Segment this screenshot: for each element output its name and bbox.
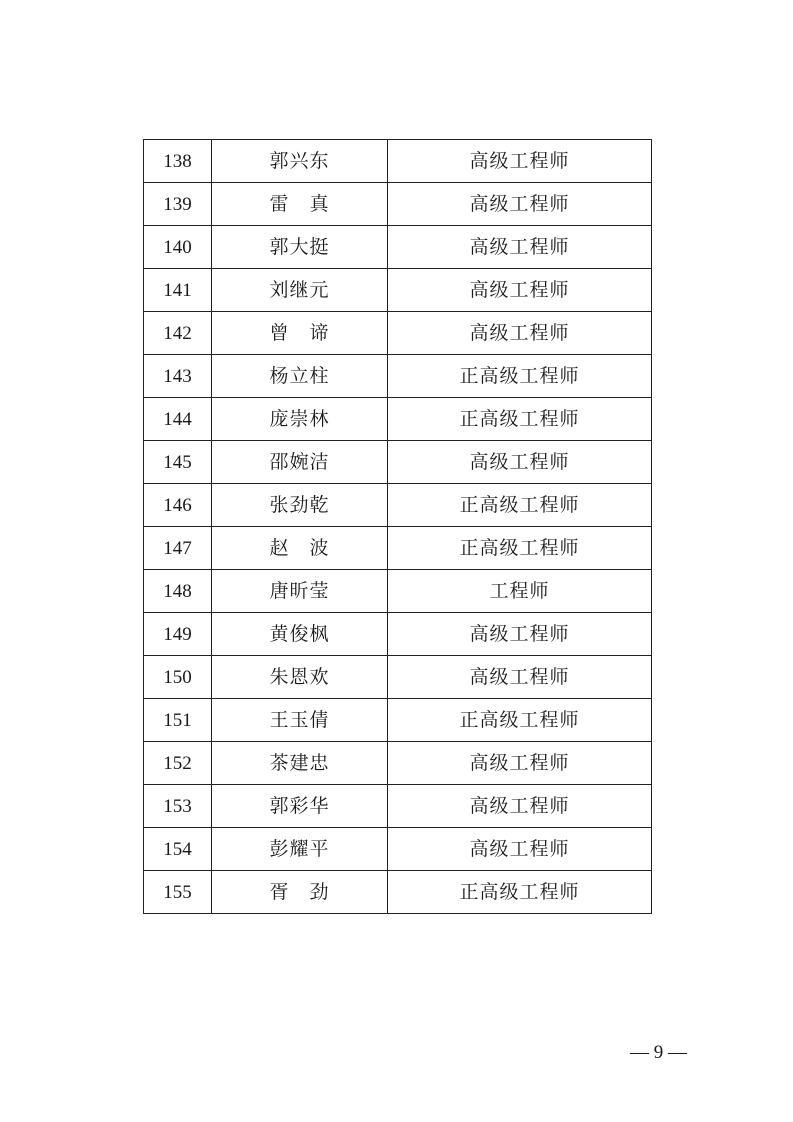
title-cell: 高级工程师 bbox=[388, 441, 652, 484]
name-cell: 曾 谛 bbox=[212, 312, 388, 355]
title-cell: 正高级工程师 bbox=[388, 699, 652, 742]
page-number: — 9 — bbox=[630, 1042, 687, 1063]
table-row bbox=[144, 656, 652, 699]
title-cell: 高级工程师 bbox=[388, 312, 652, 355]
table-row bbox=[144, 398, 652, 441]
row-number-cell: 143 bbox=[144, 355, 212, 398]
title-cell: 正高级工程师 bbox=[388, 355, 652, 398]
row-number-cell: 142 bbox=[144, 312, 212, 355]
title-cell: 正高级工程师 bbox=[388, 871, 652, 914]
title-cell: 高级工程师 bbox=[388, 828, 652, 871]
row-number-cell: 153 bbox=[144, 785, 212, 828]
row-number-cell: 154 bbox=[144, 828, 212, 871]
name-cell: 唐昕莹 bbox=[212, 570, 388, 613]
table-row bbox=[144, 183, 652, 226]
row-number-cell: 141 bbox=[144, 269, 212, 312]
table-row bbox=[144, 699, 652, 742]
name-cell: 郭彩华 bbox=[212, 785, 388, 828]
name-cell: 杨立柱 bbox=[212, 355, 388, 398]
name-cell: 胥 劲 bbox=[212, 871, 388, 914]
name-cell: 张劲乾 bbox=[212, 484, 388, 527]
name-cell: 郭大挺 bbox=[212, 226, 388, 269]
name-cell: 黄俊枫 bbox=[212, 613, 388, 656]
name-cell: 雷 真 bbox=[212, 183, 388, 226]
table-row bbox=[144, 226, 652, 269]
title-cell: 正高级工程师 bbox=[388, 527, 652, 570]
name-cell: 朱恩欢 bbox=[212, 656, 388, 699]
row-number-cell: 147 bbox=[144, 527, 212, 570]
row-number-cell: 140 bbox=[144, 226, 212, 269]
table-row bbox=[144, 785, 652, 828]
title-cell: 正高级工程师 bbox=[388, 484, 652, 527]
table-row bbox=[144, 570, 652, 613]
title-cell: 高级工程师 bbox=[388, 183, 652, 226]
row-number-cell: 148 bbox=[144, 570, 212, 613]
name-cell: 赵 波 bbox=[212, 527, 388, 570]
table-row bbox=[144, 269, 652, 312]
title-cell: 高级工程师 bbox=[388, 742, 652, 785]
name-cell: 刘继元 bbox=[212, 269, 388, 312]
title-cell: 工程师 bbox=[388, 570, 652, 613]
personnel-table-body bbox=[144, 140, 652, 914]
table-row bbox=[144, 355, 652, 398]
row-number-cell: 155 bbox=[144, 871, 212, 914]
name-cell: 郭兴东 bbox=[212, 140, 388, 183]
table-row bbox=[144, 484, 652, 527]
name-cell: 彭耀平 bbox=[212, 828, 388, 871]
table-row bbox=[144, 871, 652, 914]
row-number-cell: 150 bbox=[144, 656, 212, 699]
name-cell: 邵婉洁 bbox=[212, 441, 388, 484]
row-number-cell: 144 bbox=[144, 398, 212, 441]
personnel-table bbox=[143, 139, 652, 914]
table-row bbox=[144, 312, 652, 355]
row-number-cell: 151 bbox=[144, 699, 212, 742]
title-cell: 高级工程师 bbox=[388, 613, 652, 656]
row-number-cell: 139 bbox=[144, 183, 212, 226]
row-number-cell: 138 bbox=[144, 140, 212, 183]
name-cell: 庞崇林 bbox=[212, 398, 388, 441]
row-number-cell: 149 bbox=[144, 613, 212, 656]
table-row bbox=[144, 828, 652, 871]
title-cell: 正高级工程师 bbox=[388, 398, 652, 441]
title-cell: 高级工程师 bbox=[388, 656, 652, 699]
title-cell: 高级工程师 bbox=[388, 785, 652, 828]
table-row bbox=[144, 527, 652, 570]
table-row bbox=[144, 742, 652, 785]
table-row bbox=[144, 140, 652, 183]
title-cell: 高级工程师 bbox=[388, 140, 652, 183]
row-number-cell: 152 bbox=[144, 742, 212, 785]
row-number-cell: 145 bbox=[144, 441, 212, 484]
row-number-cell: 146 bbox=[144, 484, 212, 527]
name-cell: 茶建忠 bbox=[212, 742, 388, 785]
table-row bbox=[144, 441, 652, 484]
table-row bbox=[144, 613, 652, 656]
name-cell: 王玉倩 bbox=[212, 699, 388, 742]
title-cell: 高级工程师 bbox=[388, 226, 652, 269]
title-cell: 高级工程师 bbox=[388, 269, 652, 312]
